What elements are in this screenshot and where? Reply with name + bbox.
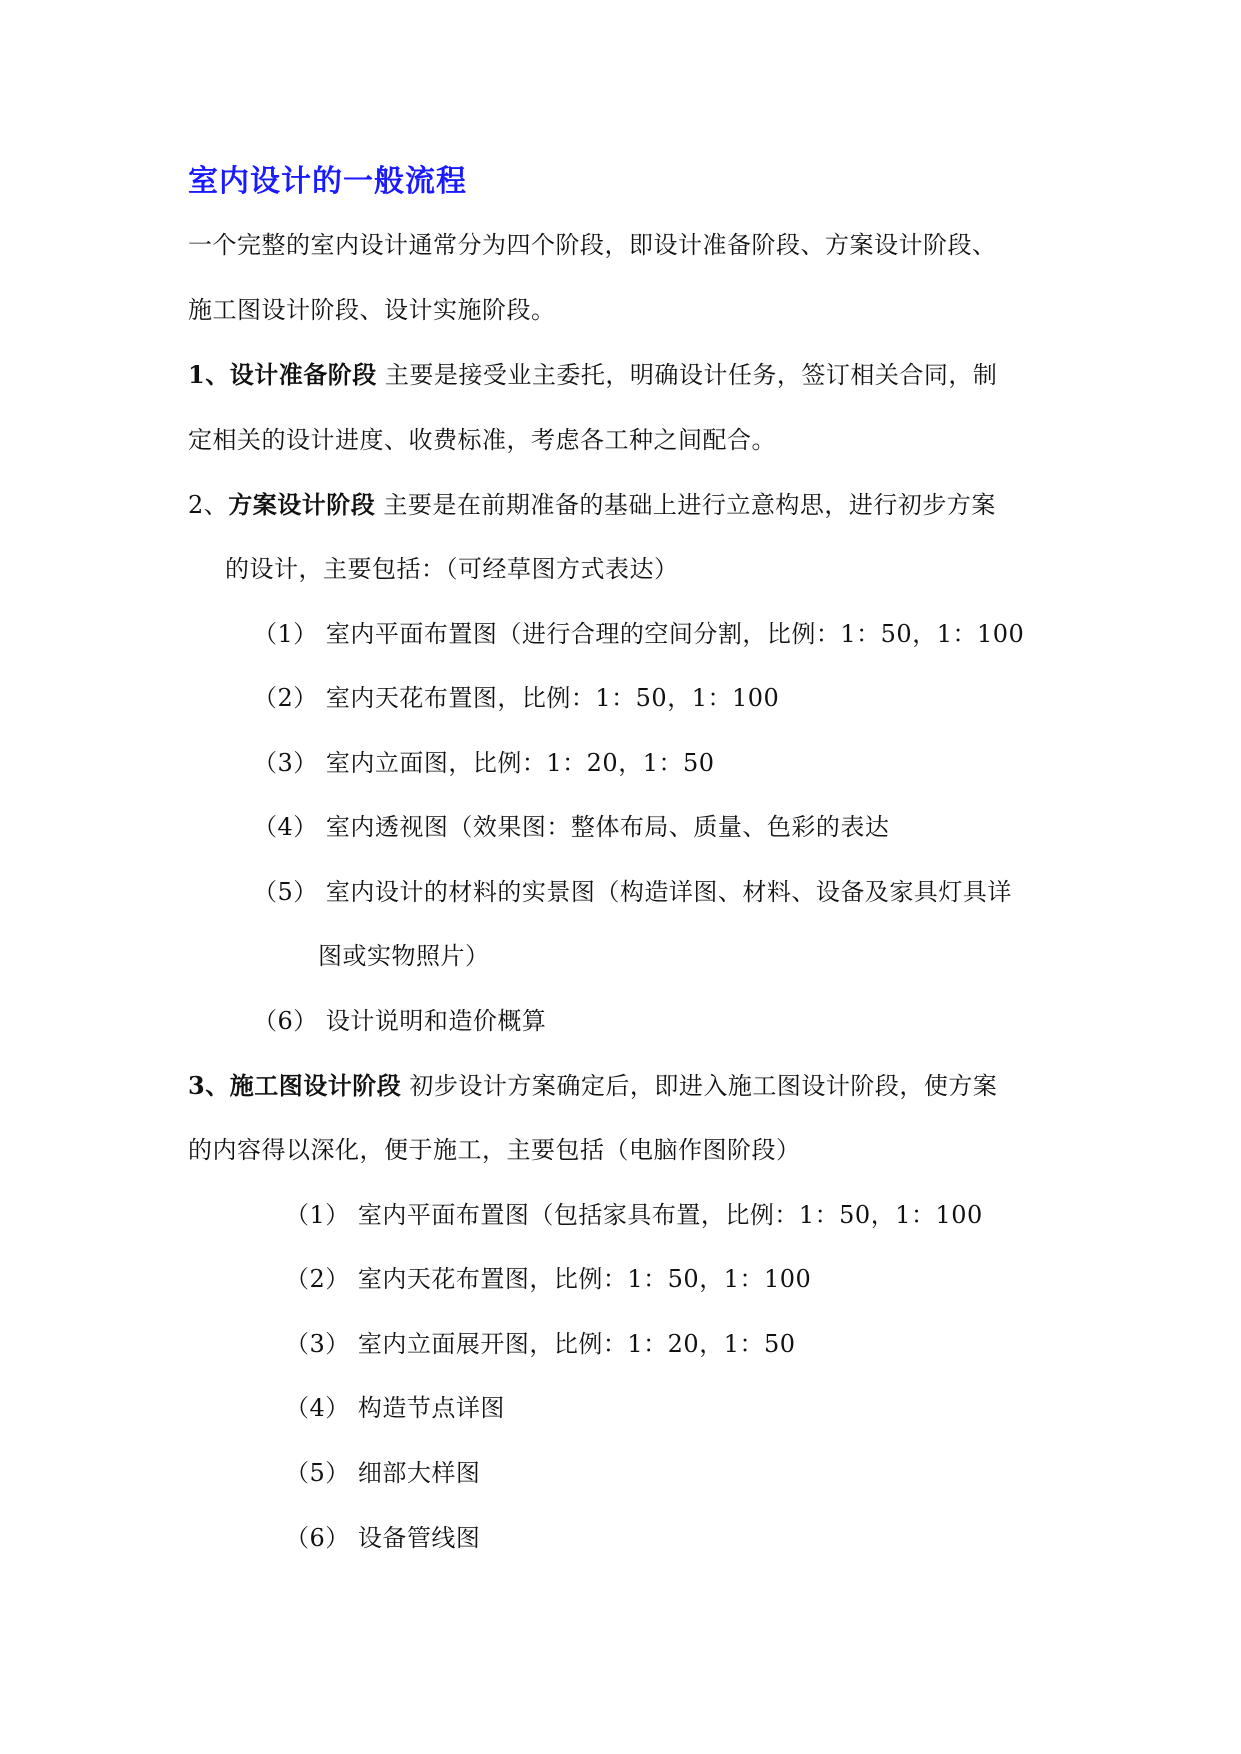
intro-line-1: 一个完整的室内设计通常分为四个阶段，即设计准备阶段、方案设计阶段、 <box>188 231 997 259</box>
section-2-item: （5） 室内设计的材料的实景图（构造详图、材料、设备及家具灯具详 <box>253 878 1012 906</box>
section-3-item: （5） 细部大样图 <box>285 1459 481 1487</box>
section-2-item: （6） 设计说明和造价概算 <box>253 1007 547 1035</box>
intro-line-2: 施工图设计阶段、设计实施阶段。 <box>188 296 556 324</box>
section-3-item: （6） 设备管线图 <box>285 1524 481 1552</box>
section-3-line-1 <box>188 1069 997 1103</box>
section-2-text: 主要是在前期准备的基础上进行立意构思，进行初步方案 <box>375 491 996 519</box>
section-3-line-2: 的内容得以深化，便于施工，主要包括（电脑作图阶段） <box>188 1136 801 1164</box>
section-2-prefix: 2、 <box>188 491 229 519</box>
section-3-item: （3） 室内立面展开图，比例：1：20，1：50 <box>285 1330 796 1358</box>
section-2-heading: 方案设计阶段 <box>228 490 376 519</box>
section-2-item: （1） 室内平面布置图（进行合理的空间分割，比例：1：50，1：100 <box>253 620 1025 648</box>
section-3-item: （1） 室内平面布置图（包括家具布置，比例：1：50，1：100 <box>285 1201 983 1229</box>
section-1-text: 主要是接受业主委托，明确设计任务，签订相关合同，制 <box>376 361 998 389</box>
section-1-line-2: 定相关的设计进度、收费标准，考虑各工种之间配合。 <box>188 426 776 454</box>
section-3-text: 初步设计方案确定后，即进入施工图设计阶段，使方案 <box>401 1072 998 1100</box>
section-2-item: （4） 室内透视图（效果图：整体布局、质量、色彩的表达 <box>253 813 890 841</box>
section-3-item: （4） 构造节点详图 <box>285 1394 505 1422</box>
section-2-line-2: 的设计，主要包括：（可经草图方式表达） <box>225 555 679 583</box>
section-2-item: （2） 室内天花布置图，比例：1：50，1：100 <box>253 684 780 712</box>
section-2-item: （3） 室内立面图，比例：1：20，1：50 <box>253 749 715 777</box>
section-3-item: （2） 室内天花布置图，比例：1：50，1：100 <box>285 1265 812 1293</box>
section-2-item-continuation: 图或实物照片） <box>318 942 490 970</box>
document-title: 室内设计的一般流程 <box>188 164 467 199</box>
section-1-heading: 1、设计准备阶段 <box>188 360 377 389</box>
section-3-heading: 3、施工图设计阶段 <box>188 1071 402 1100</box>
section-2-line-1 <box>188 488 996 522</box>
section-1-line-1 <box>188 358 997 392</box>
